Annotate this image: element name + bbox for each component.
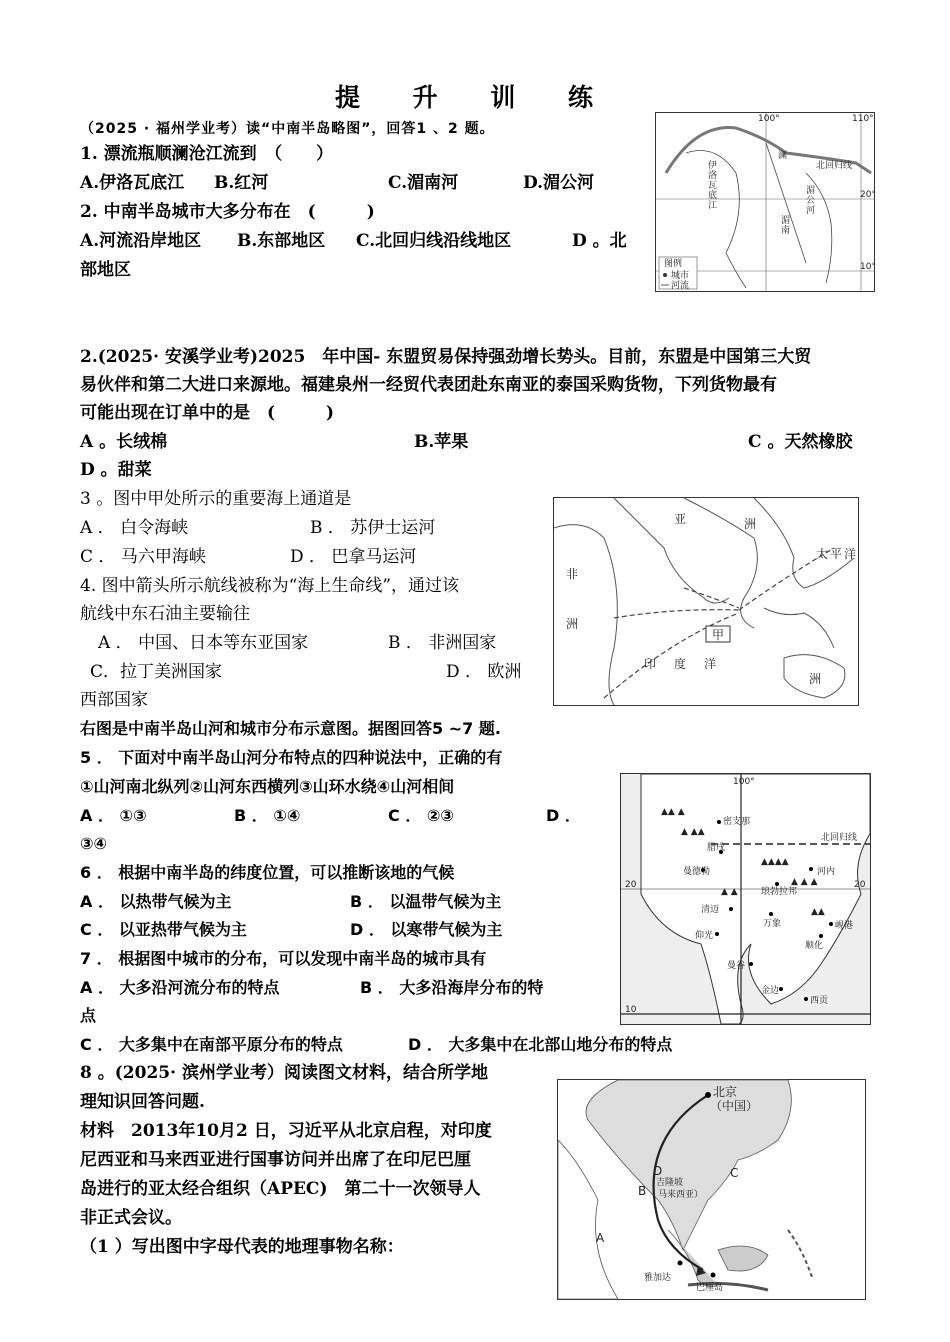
- q4-stem-2: 航线中东石油主要输往: [80, 604, 250, 624]
- svg-text:湄: 湄: [806, 186, 816, 196]
- q2-option-d: D 。北: [572, 231, 627, 251]
- q2-option-b: B.东部地区: [237, 231, 326, 251]
- svg-text:▲▲ ▲: ▲▲ ▲: [661, 807, 685, 817]
- q5-option-b: B ． ①④: [234, 806, 301, 825]
- apec-route-map: [557, 1079, 866, 1300]
- q6-stem: 6 ． 根据中南半岛的纬度位置，可以推断该地的气候: [80, 863, 455, 882]
- q5-option-d: D ．: [546, 806, 581, 825]
- svg-text:▲ ▲▲: ▲ ▲▲: [681, 827, 705, 837]
- q7-option-d: D ． 大多集中在北部山地分布的特点: [408, 1035, 673, 1054]
- svg-text:瓦: 瓦: [708, 181, 718, 191]
- svg-text:腊戌: 腊戌: [707, 843, 726, 853]
- q7-option-a: A ． 大多沿河流分布的特点: [80, 978, 280, 997]
- q3-option-d: D ． 巴拿马运河: [290, 547, 417, 567]
- q6-option-d: D ． 以寒带气候为主: [350, 920, 503, 939]
- map3-lat20-right: 20: [854, 880, 866, 890]
- q4-option-b: B ． 非洲国家: [388, 633, 497, 653]
- mountains-cities-map: [620, 773, 871, 1025]
- q2b-option-d: D 。甜菜: [80, 460, 152, 480]
- q7-option-c: C ． 大多集中在南部平原分布的特点: [80, 1035, 343, 1054]
- svg-text:洲: 洲: [744, 517, 757, 531]
- q6-option-a: A ． 以热带气候为主: [80, 892, 232, 911]
- map4-malaysia: 马来西亚）: [658, 1190, 704, 1200]
- svg-text:平: 平: [830, 547, 843, 561]
- page-title: 提 升 训 练: [334, 83, 616, 112]
- svg-text:顺化: 顺化: [805, 941, 824, 951]
- q8-line1: 8 。(2025· 滨州学业考）阅读图文材料，结合所学地: [80, 1063, 488, 1083]
- q5-items: ①山河南北纵列②山河东西横列③山环水绕④山河相间: [80, 777, 455, 796]
- q2b-option-a: A 。长绒棉: [80, 432, 168, 452]
- q1-stem: 1. 漂流瓶顺澜沧江流到 （ ）: [80, 144, 334, 164]
- svg-text:万象: 万象: [763, 919, 782, 929]
- q8-line2: 理知识回答问题.: [80, 1092, 205, 1112]
- map3-lat20-left: 20: [625, 880, 637, 890]
- map1-tropic: 北回归线: [816, 161, 853, 171]
- q4-option-d-tail: 西部国家: [80, 690, 148, 710]
- svg-text:亚: 亚: [674, 512, 687, 526]
- svg-text:伊: 伊: [708, 161, 718, 171]
- svg-text:公: 公: [806, 196, 816, 206]
- map4-china: （中国）: [710, 1099, 759, 1113]
- svg-text:底: 底: [708, 191, 718, 201]
- q3-option-c: C ． 马六甲海峡: [80, 547, 206, 567]
- svg-text:▲▲: ▲▲: [811, 907, 825, 917]
- q2b-option-c: C 。天然橡胶: [748, 432, 853, 452]
- svg-text:密支那: 密支那: [723, 817, 751, 827]
- q4-stem-1: 4. 图中箭头所示航线被称为“海上生命线”，通过该: [80, 576, 460, 596]
- map1-lon110: 110°: [852, 114, 874, 124]
- q2b-line3: 可能出现在订单中的是 ( ): [80, 403, 335, 423]
- q1-option-d: D.湄公河: [523, 173, 595, 193]
- q1-option-a: A.伊洛瓦底江: [80, 173, 185, 193]
- svg-text:洋: 洋: [704, 657, 717, 671]
- map4-label-a: A: [596, 1231, 605, 1245]
- q2-stem: 2. 中南半岛城市大多分布在 ( ): [80, 202, 375, 222]
- svg-text:印: 印: [644, 657, 657, 671]
- q7-stem: 7 ． 根据图中城市的分布，可以发现中南半岛的城市具有: [80, 949, 487, 968]
- q5-option-c: C ． ②③: [388, 806, 454, 825]
- map2-label-jia: 甲: [712, 628, 725, 642]
- map1-legend-title: 图例: [664, 259, 683, 269]
- svg-text:▲▲▲▲: ▲▲▲▲: [761, 857, 789, 867]
- q2b-option-b: B.苹果: [414, 432, 469, 452]
- q8-line7: （1 ）写出图中字母代表的地理事物名称：: [80, 1237, 404, 1257]
- q3-stem: 3 。图中甲处所示的重要海上通道是: [80, 489, 352, 509]
- q4-option-d: D ． 欧洲: [446, 662, 522, 682]
- map1-lat20: 20°: [860, 190, 876, 200]
- svg-text:非: 非: [566, 567, 579, 581]
- q5-option-d-tail: ③④: [80, 834, 108, 853]
- q12-intro: （2025 · 福州学业考）读“中南半岛略图”，回答1 、2 题。: [80, 121, 495, 137]
- svg-text:湄: 湄: [781, 216, 791, 226]
- svg-text:洲: 洲: [566, 617, 579, 631]
- map1-legend-river: 河流: [671, 281, 690, 291]
- q5-option-a: A ． ①③: [80, 806, 147, 825]
- q4-option-a: A ． 中国、日本等东亚国家: [98, 633, 309, 653]
- q8-line6: 非正式会议。: [80, 1208, 182, 1228]
- q8-line3: 材料 2013年10月2 日，习近平从北京启程，对印度: [80, 1121, 492, 1141]
- q7-option-b: B ． 大多沿海岸分布的特: [360, 978, 544, 997]
- map4-jakarta: 雅加达: [644, 1273, 672, 1283]
- q2-option-a: A.河流沿岸地区: [80, 231, 202, 251]
- map3-lon: 100°: [733, 777, 755, 787]
- svg-text:江: 江: [708, 201, 718, 211]
- q2-option-d-tail: 部地区: [80, 260, 131, 280]
- map4-bali: 巴厘岛: [696, 1283, 724, 1293]
- svg-text:清迈: 清迈: [701, 905, 720, 915]
- indochina-sketch-map: [655, 112, 875, 292]
- svg-text:洲: 洲: [809, 672, 822, 686]
- map4-beijing: 北京: [713, 1085, 738, 1099]
- svg-text:西贡: 西贡: [810, 996, 829, 1006]
- svg-text:仰光: 仰光: [695, 931, 714, 941]
- svg-text:▲ ▲ ▲: ▲ ▲ ▲: [791, 877, 818, 887]
- svg-text:洛: 洛: [708, 171, 718, 181]
- q4-option-c: C．拉丁美洲国家: [90, 662, 223, 682]
- svg-text:澜: 澜: [778, 151, 788, 161]
- svg-text:曼谷: 曼谷: [727, 961, 746, 971]
- svg-text:▲ ▲: ▲ ▲: [721, 887, 738, 897]
- svg-text:金边: 金边: [761, 986, 780, 996]
- q8-line5: 岛进行的亚太经合组织（APEC) 第二十一次领导人: [80, 1179, 481, 1199]
- svg-text:度: 度: [674, 657, 687, 671]
- q2-option-c: C.北回归线沿线地区: [356, 231, 512, 251]
- svg-text:河内: 河内: [817, 867, 836, 877]
- q1-option-b: B.红河: [214, 173, 269, 193]
- q3-option-b: B ． 苏伊士运河: [310, 518, 436, 538]
- map3-tropic: 北回归线: [821, 833, 858, 843]
- q8-line4: 尼西亚和马来西亚进行国事访问并出席了在印尼巴厘: [80, 1150, 471, 1170]
- map4-label-b: B: [638, 1184, 647, 1198]
- map4-kl: 吉隆坡: [656, 1178, 684, 1188]
- svg-text:洋: 洋: [844, 547, 857, 561]
- map1-lat10: 10°: [860, 262, 876, 272]
- q2b-line2: 易伙伴和第二大进口来源地。福建泉州一经贸代表团赴东南亚的泰国采购货物，下列货物最有: [80, 375, 777, 395]
- svg-text:南: 南: [781, 226, 791, 236]
- q6-option-b: B ． 以温带气候为主: [350, 892, 502, 911]
- map1-lon100: 100°: [758, 114, 780, 124]
- q5-stem: 5 ． 下面对中南半岛山河分布特点的四种说法中，正确的有: [80, 748, 503, 767]
- svg-text:曼德勒: 曼德勒: [683, 867, 711, 877]
- q57-intro: 右图是中南半岛山河和城市分布示意图。据图回答5 ~7 题.: [80, 719, 501, 738]
- svg-text:太: 太: [816, 547, 829, 561]
- q3-option-a: A ． 白令海峡: [80, 518, 189, 538]
- sea-route-map: [553, 497, 859, 706]
- q7-option-b-tail: 点: [80, 1006, 97, 1025]
- q1-option-c: C.湄南河: [388, 173, 459, 193]
- map4-label-c: C: [730, 1166, 739, 1180]
- map1-legend-city: 城市: [671, 271, 690, 281]
- map3-lat10: 10: [625, 1005, 637, 1015]
- q2b-line1: 2.(2025· 安溪学业考)2025 年中国- 东盟贸易保持强劲增长势头。目前，东盟是中国第三大贸: [80, 347, 812, 367]
- svg-text:岘港: 岘港: [835, 921, 854, 931]
- svg-text:琅勃拉邦: 琅勃拉邦: [761, 887, 798, 897]
- q6-option-c: C ． 以亚热带气候为主: [80, 920, 247, 939]
- svg-text:河: 河: [806, 206, 816, 216]
- map4-label-d: D: [653, 1164, 663, 1178]
